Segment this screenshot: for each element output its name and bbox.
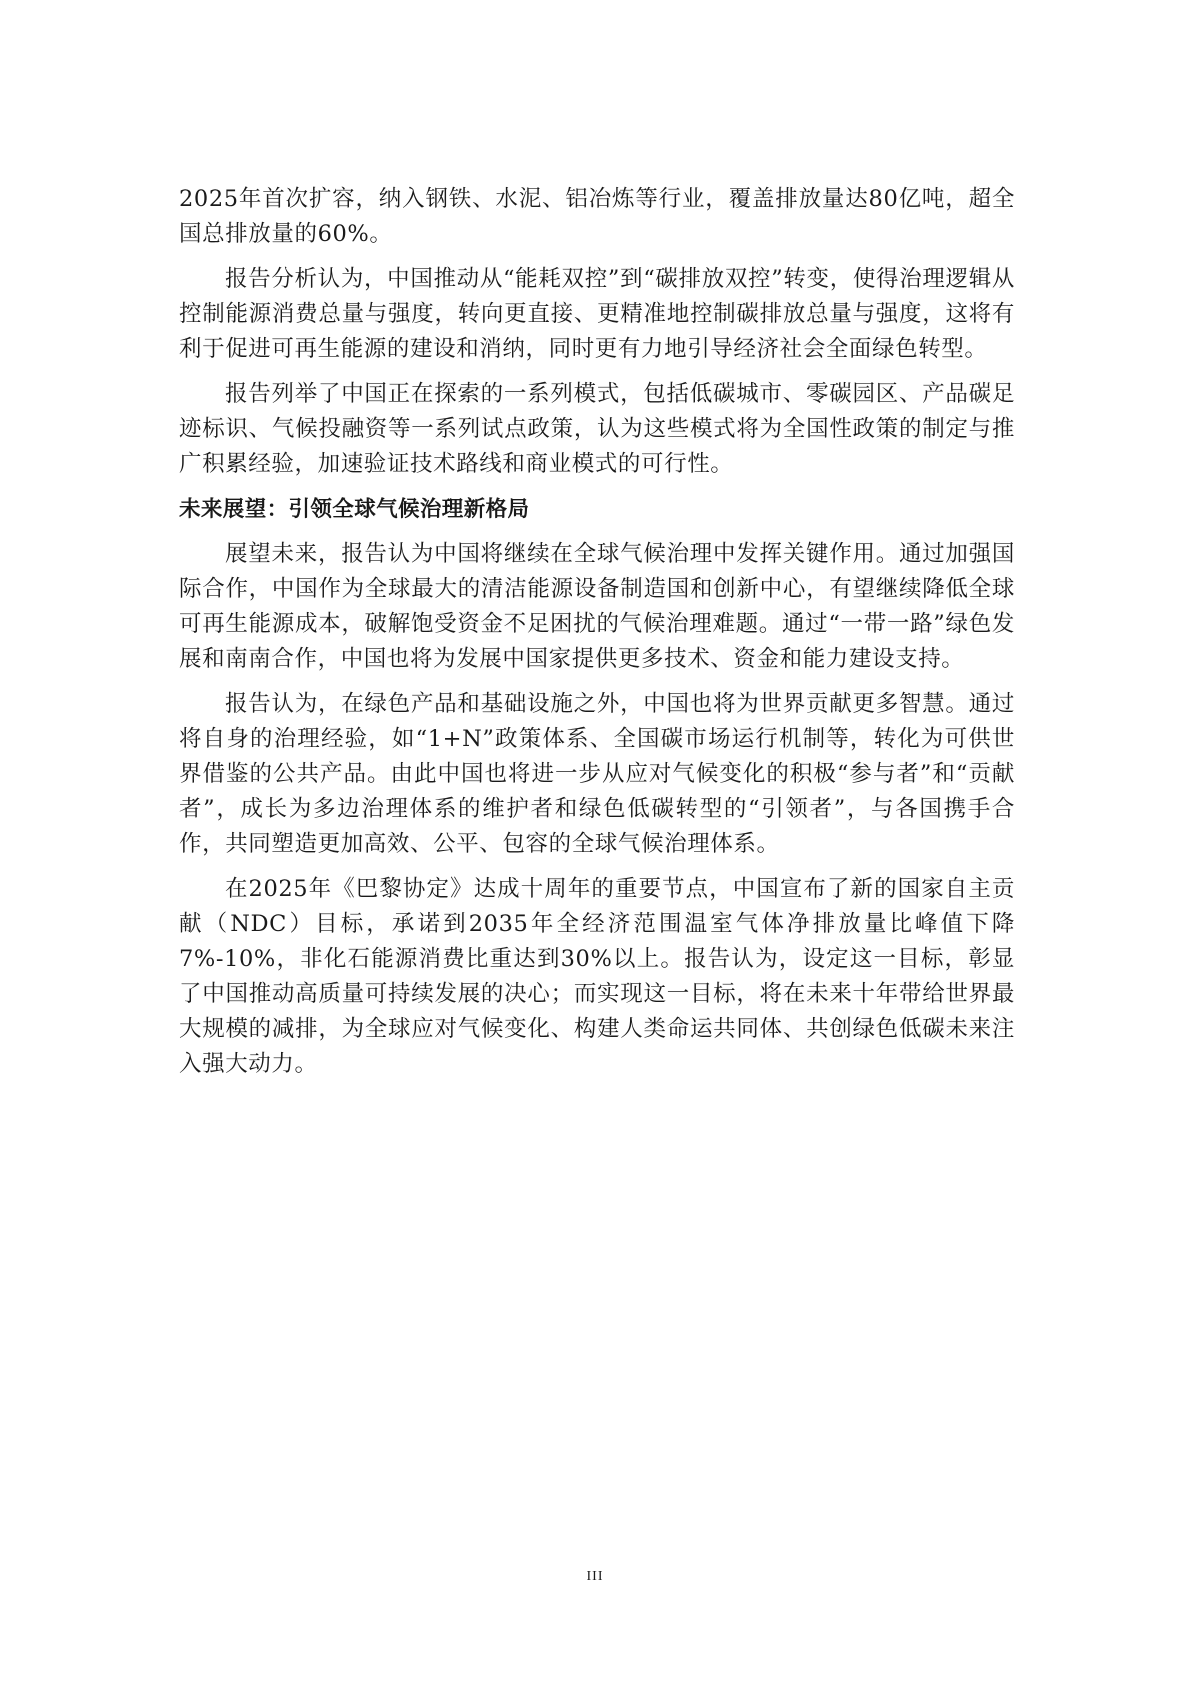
body-text <box>179 182 1015 1092</box>
paragraph-continuation: 2025年首次扩容，纳入钢铁、水泥、铝冶炼等行业，覆盖排放量达80亿吨，超全国总排放量的60%。 <box>179 186 1015 247</box>
paragraph-wisdom: 报告认为，在绿色产品和基础设施之外，中国也将为世界贡献更多智慧。通过将自身的治理经验，如“1+N”政策体系、全国碳市场运行机制等，转化为可供世界借鉴的公共产品。由此中国也将进一步从应对气候变化的积极“参与者”和“贡献者”，成长为多边治理体系的维护者和绿色低碳转型的“引领者”，与各国携手合作，共同塑造更加高效、公平、包容的全球气候治理体系。 <box>179 691 1015 857</box>
page-number: III <box>586 1569 604 1584</box>
section-heading: 未来展望：引领全球气候治理新格局 <box>179 497 530 522</box>
paragraph-pilot-models: 报告列举了中国正在探索的一系列模式，包括低碳城市、零碳园区、产品碳足迹标识、气候投融资等一系列试点政策，认为这些模式将为全国性政策的制定与推广积累经验，加速验证技术路线和商业模式的可行性。 <box>179 381 1015 477</box>
paragraph-outlook: 展望未来，报告认为中国将继续在全球气候治理中发挥关键作用。通过加强国际合作，中国作为全球最大的清洁能源设备制造国和创新中心，有望继续降低全球可再生能源成本，破解饱受资金不足困扰的气候治理难题。通过“一带一路”绿色发展和南南合作，中国也将为发展中国家提供更多技术、资金和能力建设支持。 <box>179 541 1015 672</box>
paragraph-dual-control: 报告分析认为，中国推动从“能耗双控”到“碳排放双控”转变，使得治理逻辑从控制能源消费总量与强度，转向更直接、更精准地控制碳排放总量与强度，这将有利于促进可再生能源的建设和消纳，同时更有力地引导经济社会全面绿色转型。 <box>179 266 1015 362</box>
paragraph-ndc: 在2025年《巴黎协定》达成十周年的重要节点，中国宣布了新的国家自主贡献（NDC）目标，承诺到2035年全经济范围温室气体净排放量比峰值下降7%-10%，非化石能源消费比重达到30%以上。报告认为，设定这一目标，彰显了中国推动高质量可持续发展的决心；而实现这一目标，将在未来十年带给世界最大规模的减排，为全球应对气候变化、构建人类命运共同体、共创绿色低碳未来注入强大动力。 <box>179 876 1015 1077</box>
